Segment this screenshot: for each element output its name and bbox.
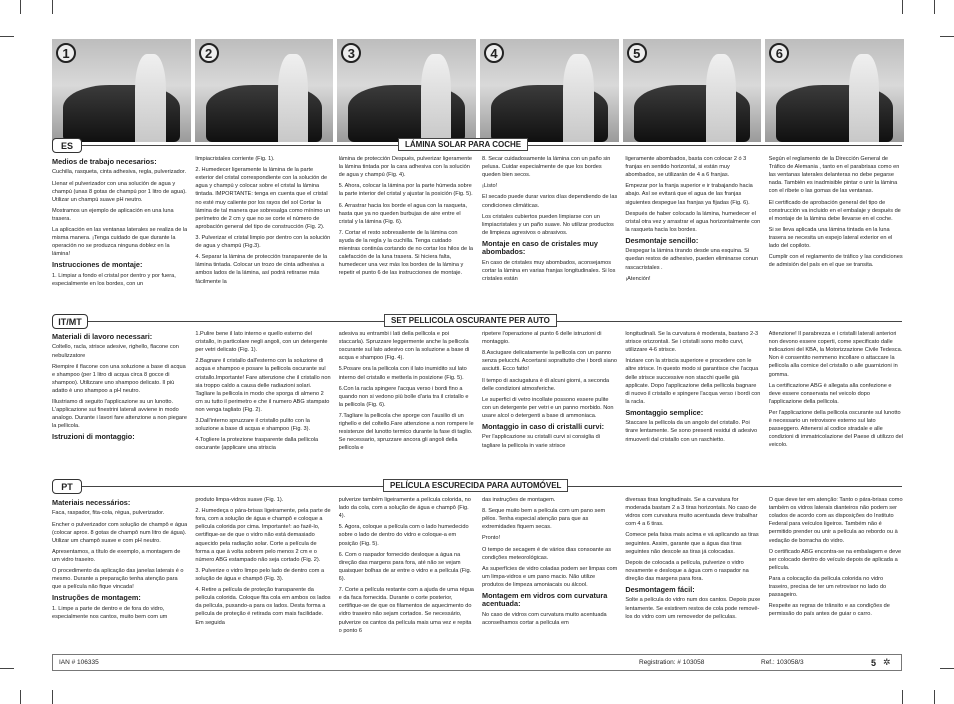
- paragraph: Mostramos un ejemplo de aplicación en una luna trasera.: [52, 207, 174, 222]
- paragraph: Cumplir con el reglamento de tráfico y las condiciones de admisión del país en el que se transita.: [768, 254, 903, 269]
- text-column: [769, 496, 904, 646]
- paragraph: 5.Posare ora la pellicola con il lato inumidito sul lato interno del cristallo e metterla in posizione (Fig. 5).: [338, 366, 467, 381]
- reference-number: Ref.: 103058/3: [761, 659, 804, 666]
- paragraph: Apresentamos, a título de exemplo, a montagem de um vidro traseiro.: [52, 548, 181, 563]
- subheading: Instrucciones de montaje:: [52, 260, 143, 270]
- paragraph: longitudinali. Se la curvatura è moderata, bastano 2-3 strisce orizzontali. Se i cristalli sono molto curvi, utilizzare 4-6 strisce.: [625, 331, 759, 354]
- paragraph: 4. Retire a película de proteção transparente da película colorida. Coloque fita cola em ambos os lados da película, puxando-a para os lados. Desta forma a película de proteção é retirada com mais facilidade. Em seguida: [195, 587, 331, 626]
- paragraph: O tempo de secagem é de vários dias consoante as condições meteorológicas.: [481, 546, 612, 561]
- text-column: [52, 155, 187, 313]
- subheading: Materiali di lavoro necessari:: [52, 332, 153, 341]
- paragraph: Después de haber colocado la lámina, humedecer el cristal otra vez y arrastrar el agua horizontalmente con la rasqueta hacia los bordes.: [625, 210, 761, 233]
- instruction-photos: [52, 39, 904, 142]
- person-image: [278, 54, 309, 142]
- step-number: 3: [341, 43, 361, 63]
- subheading: Montaje en caso de cristales muy abombados:: [481, 238, 598, 257]
- paragraph: 2. Humedecer ligeramente la lámina de la parte exterior del cristal correspondiente con la solución de agua y champú y colocar sobre el cristal la lámina tintada. IMPORTANTE: tenga en cuenta que el cristal no esté muy caliente por los rayos del sol Cortar la lámina de tal manera que sobresalga como mínimo un perímetro de 2 cm y que no se corte el número de aprobación general del tipo de construcción (Fig. 2).: [195, 167, 331, 230]
- paragraph: Cuchilla, rasqueta, cinta adhesiva, regla, pulverizador.: [52, 169, 187, 176]
- paragraph: Riempire il flacone con una soluzione a base di acqua e shampoo (per 1 litro di acqua circa 8 gocce di shampoo). Utilizzare uno shampoo delicato. Il più adatto è uno shampoo a pH neutro.: [52, 363, 186, 394]
- paragraph: Solte a película do vidro num dos cantos. Depois puxe lentamente. Se existirem restos de cola pode removê-los do vidro com um removedor de películas.: [625, 597, 761, 620]
- text-column: [625, 330, 760, 476]
- paragraph: As superfícies de vidro coladas podem ser limpas com um limpa-vidros e um pano macio. Não utilize produtos de limpeza amoniacais ou álcool.: [481, 565, 618, 588]
- paragraph: 3. Pulverize o vidro limpo pelo lado de dentro com a solução de água e champô (Fig. 3).: [195, 567, 325, 582]
- paragraph: Empezar por la franja superior e ir trabajando hacia abajo. Así se evitará que el agua de las franjas siguientes despegue las franjas ya fijadas (Fig. 6).: [625, 183, 753, 206]
- step-number: 1: [56, 43, 76, 63]
- text-column: [195, 155, 330, 313]
- paragraph: Los cristales cubiertos pueden limpiarse con un limpiacristales y un paño suave. No utilizar productos de limpieza agresivos o abrasivos.: [481, 213, 614, 236]
- paragraph: 3.Dall'interno spruzzare il cristallo pulito con la soluzione a base di acqua e shampoo (Fig. 3).: [195, 418, 311, 433]
- person-image: [135, 54, 166, 142]
- paragraph: Respeite as regras de trânsito e as condições de permissão do país antes de guiar o carro.: [768, 603, 890, 618]
- paragraph: No caso de vidros com curvatura muito acentuada aconselhamos cortar a película em: [481, 611, 607, 626]
- person-image: [706, 54, 737, 142]
- person-image: [421, 54, 452, 142]
- page-footer: [52, 654, 902, 671]
- paragraph: Para a colocação da película colorida no vidro traseiro, precisa de ter um retrovisor no lado do passageiro.: [768, 575, 887, 599]
- subheading: Instruções de montagem:: [52, 593, 141, 603]
- subheading: Desmontaje sencillo:: [625, 235, 699, 245]
- paragraph: ligeramente abombados, basta con colocar 2 ó 3 franjas en sentido horizontal, si están muy abombados, se utilizarán de 4 a 6 franjas.: [625, 156, 747, 179]
- ian-number: IAN # 106335: [59, 659, 99, 666]
- paragraph: En caso de cristales muy abombados, aconsejamos cortar la lámina en varias franjas longitudinales. Si los cristales están: [481, 259, 616, 282]
- step-number: 6: [769, 43, 789, 63]
- paragraph: 7. Corte a película restante com a ajuda de uma régua e da faca fornecida. Durante o corte posterior, certifique-se de que os filamentos de aquecimento do vidro traseiro não sejam cortados. Se necessário, pulverize os cantos da película mais uma vez e repita o ponto 6: [338, 587, 474, 634]
- crop-mark: [940, 36, 954, 37]
- step-photo: [195, 39, 334, 142]
- step-number: 5: [627, 43, 647, 63]
- paragraph: 8. Seque muito bem a película com um pano sem pêlos. Tenha especial atenção para que as extremidades fiquem secas.: [481, 508, 606, 531]
- crop-mark: [20, 690, 21, 704]
- paragraph: diversas tiras longitudinais. Se a curvatura for moderada bastam 2 a 3 tiras horizontais. No caso de vidros com curvatura muito acentuada deve trabalhar com 4 a 6 tiras.: [625, 497, 758, 528]
- subheading: Materiais necessários:: [52, 498, 131, 507]
- paragraph: 8.Asciugare delicatamente la pellicola con un panno senza pelucchi. Accertarsi soprattutto che i bordi siano asciutti. Ecco fatto!: [481, 350, 617, 373]
- paragraph: produto limpa-vidros suave (Fig. 1).: [195, 497, 284, 503]
- lang-badge-pt: PT: [52, 479, 82, 494]
- paragraph: El secado puede durar varios días dependiendo de las condiciones climáticas.: [481, 194, 618, 209]
- lang-badge-it: IT/MT: [52, 314, 88, 329]
- paragraph: 3. Pulverizar el cristal limpio por dentro con la solución de agua y champú (Fig.3).: [195, 234, 331, 250]
- paragraph: adesiva su entrambi i lati della pellicola e poi staccarla). Spruzzare leggermente anche la pellicola oscurante sul lato adesivo con la soluzione a base di acqua e shampoo (Fig. 4).: [338, 331, 470, 362]
- text-column: [339, 330, 474, 476]
- paragraph: das instruções de montagem.: [481, 497, 556, 503]
- paragraph: 4.Togliere la protezione trasparente dalla pellicola oscurante (applicare una striscia: [195, 437, 319, 452]
- subheading: Montaggio in caso di cristalli curvi:: [481, 422, 605, 432]
- paragraph: Si se lleva aplicada una lámina tintada en la luna trasera se necesita un espejo lateral exterior en el lado del copiloto.: [768, 226, 893, 250]
- paragraph: 6. Com o raspador fornecido desloque a água na direção das margens para fora, até não se vejam quaisquer bolhas de ar entre o vidro e a película (Fig. 6).: [338, 551, 472, 582]
- text-column: [482, 330, 617, 476]
- section-body-es: [52, 155, 904, 313]
- paragraph: Según el reglamento de la Dirección General de Tráfico de Alemania , tanto en el parabrisas como en las ventanas laterales delanteras no debe pegarse nada. También es inadmisible pintar o unir la lámina con el ribete o las gomas de las ventanas.: [768, 156, 900, 195]
- section-body-pt: [52, 496, 904, 646]
- lang-badge-es: ES: [52, 138, 82, 153]
- paragraph: ¡Atención!: [625, 275, 651, 282]
- text-column: [482, 496, 617, 646]
- section-title-pt: PELÍCULA ESCURECIDA PARA AUTOMÓVEL: [383, 479, 568, 492]
- paragraph: O que deve ter em atenção: Tanto o pára-brisas como também os vidros laterais dianteiros não podem ser colados de acordo com as disposições do Instituto Federal para veículos ligeiros. Também não é permitido prender ou unir a película ao rebordo ou à vedação de borracha do vidro.: [768, 497, 903, 544]
- crop-mark: [20, 0, 21, 14]
- page-number: 5: [871, 657, 877, 668]
- step-photo: [480, 39, 619, 142]
- paragraph: Per l'applicazione su cristalli curvi si consiglia di tagliare la pellicola in varie strisce: [481, 434, 600, 449]
- paragraph: Despegar la lámina tirando desde una esquina. Si quedan restos de adhesivo, pueden eliminarse conun rascacristales .: [625, 248, 759, 271]
- paragraph: Staccare la pellicola da un angolo del cristallo. Poi tirare lentamente. Se sono presenti residui di adesivo rimuoverli dal cristallo con un raschietto.: [625, 420, 758, 443]
- paragraph: 6. Arrastrar hacia los borde el agua con la rasqueta, hasta que ya no queden burbujas de aire entre el cristal y la lámina (Fig. 6).: [338, 202, 468, 225]
- paragraph: 8. Secar cuidadosamente la lámina con un paño sin pelusa. Cuidar especialmente de que los bordes queden bien secos.: [481, 156, 611, 179]
- paragraph: Iniziare con la striscia superiore e procedere con le altre strisce. In questo modo si garantisce che l'acqua delle strisce successive non stacchi quelle già applicate. Dopo l'applicazione della pellicola bagnare di nuovo il cristallo e spingere l'acqua verso i bordi con la racla.: [625, 358, 761, 405]
- paragraph: 1. Limpe a parte de dentro e de fora do vidro, especialmente nos cantos, muito bem com um: [52, 605, 168, 620]
- paragraph: 5. Ahora, colocar la lámina por la parte húmeda sobre la parte interior del cristal y ajustar la posición (Fig. 5).: [338, 183, 473, 198]
- crop-mark: [902, 0, 903, 14]
- paragraph: 1.Pulire bene il lato interno e quello esterno del cristallo, in particolare negli angoli, con un detergente per vetri delicato (Fig. 1).: [195, 331, 328, 354]
- crop-mark: [934, 0, 935, 14]
- sun-icon: ✲: [883, 657, 891, 667]
- crop-mark: [52, 0, 53, 14]
- subheading: Medios de trabajo necesarios:: [52, 157, 157, 166]
- step-number: 4: [484, 43, 504, 63]
- subheading: Istruzioni di montaggio:: [52, 432, 135, 442]
- paragraph: lámina de protección Después, pulverizar ligeramente la lámina tintada por la cara adhesiva con la solución de agua y champú (Fig. 4).: [338, 156, 473, 179]
- paragraph: 7. Cortar el resto sobresaliente de la lámina con ayuda de la regla y la cuchilla. Tenga cuidado mientras continúa cortando de no cortar los hilos de la calefacción de la luna trasera. Si hiciera falta, humedecer una vez más los bordes de la lámina y repetir el punto 6 de las instrucciones de montaje.: [338, 229, 473, 277]
- step-photo: [52, 39, 191, 142]
- paragraph: Coltello, racla, strisce adesive, righello, flacone con nebulizzatore: [52, 344, 179, 359]
- paragraph: Il tempo di asciugatura è di alcuni giorni, a seconda delle condizioni atmosferiche.: [481, 377, 610, 392]
- paragraph: Le superfici di vetro incollate possono essere pulite con un detergente per vetri e un panno morbido. Non usare alcol o detergenti a base di ammoniaca.: [481, 396, 614, 419]
- text-column: [482, 155, 617, 313]
- subheading: Desmontagem fácil:: [625, 585, 695, 595]
- registration-number: Registration: # 103058: [639, 659, 705, 666]
- text-column: [339, 155, 474, 313]
- step-number: 2: [199, 43, 219, 63]
- crop-mark: [0, 668, 14, 669]
- crop-mark: [934, 690, 935, 704]
- section-title-it: SET PELLICOLA OSCURANTE PER AUTO: [384, 314, 557, 327]
- paragraph: Faca, raspador, fita-cola, régua, pulverizador.: [52, 510, 165, 517]
- text-column: [769, 155, 904, 313]
- paragraph: La aplicación en las ventanas laterales se realiza de la misma manera. ¡Tenga cuidado de que durante la operación no se produzca ninguna doblez en la lámina!: [52, 227, 188, 258]
- paragraph: Depois de colocada a película, pulverize o vidro novamente e desloque a água com o raspador na direção das margens para fora.: [625, 559, 749, 582]
- crop-mark: [52, 690, 53, 704]
- step-photo: [337, 39, 476, 142]
- person-image: [563, 54, 594, 142]
- paragraph: Llenar el pulverizador con una solución de agua y champú (unas 8 gotas de champú por 1 litro de agua). Utilizar un champú suave pH neutro.: [52, 180, 187, 203]
- text-column: [625, 496, 760, 646]
- crop-mark: [902, 690, 903, 704]
- text-column: [195, 496, 330, 646]
- paragraph: 6.Con la racla spingere l'acqua verso i bordi fino a quando non si vedono più bolle d'aria tra il cristallo e la pellicola (Fig. 6).: [338, 385, 469, 408]
- paragraph: Comece pela faixa mais acima e vá aplicando as tiras seguintes. Assim, garante que a água das tiras seguintes não descole as tiras já colocadas.: [625, 532, 759, 555]
- paragraph: 1. Limpiar a fondo el cristal por dentro y por fuera, especialmente en los bordes, con un: [52, 272, 176, 287]
- text-column: [52, 496, 187, 646]
- section-title-es: LÁMINA SOLAR PARA COCHE: [398, 138, 528, 151]
- paragraph: 7.Tagliare la pellicola che sporge con l'ausilio di un righello e del coltello.Fare attenzione a non rompere le resistenze del lunotto termico durante la fase di taglio. Se necessario, spruzzare ancora gli angoli della pellicola e: [338, 412, 474, 452]
- paragraph: ¡Listo!: [481, 183, 498, 190]
- paragraph: limpiacristales corriente (Fig. 1).: [195, 156, 275, 162]
- text-column: [769, 330, 904, 476]
- paragraph: 5. Agora, coloque a película com o lado humedecido sobre o lado de dentro do vidro e coloque-a em posição (Fig. 5).: [338, 524, 469, 547]
- crop-mark: [940, 668, 954, 669]
- step-photo: [765, 39, 904, 142]
- text-column: [339, 496, 474, 646]
- paragraph: 4. Separar la lámina de protección transparente de la lámina tintada. Colocar un trozo de cinta adhesiva a ambos lados de la lámina, así podrá retirarse más fácilmente la: [195, 254, 328, 285]
- paragraph: Pronto!: [481, 535, 501, 542]
- paragraph: 2. Humedeça o pára-brisas ligeiramente, pela parte de fora, com a solução de água e champô e coloque a película colorida por cima. Importante!: ao fazê-lo, certifique-se de que o vidro não está demasiado aquecido pela radiação solar. Corte a película de forma a que à volta sobrem pelo menos 2 cm e o número ABG estampado não seja cortado (Fig. 2).: [195, 508, 331, 563]
- person-image: [849, 54, 880, 142]
- text-column: [195, 330, 330, 476]
- paragraph: 2.Bagnare il cristallo dall'esterno con la soluzione di acqua e shampoo e posare la pellicola oscurante sul cristallo.Importante! Fare attenzione che il cristallo non sia troppo caldo a causa delle radiazioni solari. Tagliare la pellicola in modo che sporga di almeno 2 cm su tutto il perimetro e che il numero ABG stampato non venga tagliato (Fig. 2).: [195, 358, 331, 413]
- paragraph: Per l'applicazione della pellicola oscurante sul lunotto è necessario un retrovisore esterno sul lato passeggero. Attenersi al codice stradale e alle condizioni di immatricolazione del Paese di utilizzo del veicolo.: [768, 409, 903, 449]
- step-photo: [623, 39, 762, 142]
- paragraph: La certificazione ABG è allegata alla confezione e deve essere conservata nel veicolo dopo l'applicazione della pellicola.: [768, 382, 892, 405]
- text-column: [625, 155, 760, 313]
- paragraph: ripetere l'operazione al punto 6 delle istruzioni di montaggio.: [481, 331, 602, 346]
- subheading: Smontaggio semplice:: [625, 407, 704, 417]
- paragraph: pulverize também ligeiramente a película colorida, no lado da cola, com a solução de água e champô (Fig. 4).: [338, 497, 471, 520]
- section-body-it: [52, 330, 904, 476]
- paragraph: O certificado ABG encontra-se na embalagem e deve ser colocado dentro do veículo depois de aplicada a película.: [768, 548, 902, 571]
- crop-mark: [0, 36, 14, 37]
- paragraph: Attenzione! Il parabrezza e i cristalli laterali anteriori non devono essere coperti, come specificato dalle indicazioni del KBA, la Motorizzazione Civile Tedesca. Non è consentito nemmeno incollare o attaccare la pellicola alla cornice del cristallo o alle guarnizioni in gomma.: [768, 331, 903, 378]
- paragraph: Encher o pulverizador com solução de champô e água (colocar aprox. 8 gotas de champô num litro de água). Utilizar um champô suave e com pH neutro.: [52, 521, 188, 544]
- subheading: Montagem em vidros com curvatura acentuada:: [481, 591, 608, 609]
- text-column: [52, 330, 187, 476]
- paragraph: El certificado de aprobación general del tipo de construcción va incluido en el embalaje y después de el montaje de la lámina debe llevarse en el coche.: [768, 199, 901, 222]
- paragraph: Illustriamo di seguito l'applicazione su un lunotto. L'applicazione sui finestrini laterali avviene in modo analogo. Durante i lavori fare attenzione a non piegare la pellicola.: [52, 399, 187, 430]
- paragraph: O procedimento da aplicação das janelas laterais é o mesmo. Durante a preparação tenha atenção para que a película não fique vincada!: [52, 568, 184, 591]
